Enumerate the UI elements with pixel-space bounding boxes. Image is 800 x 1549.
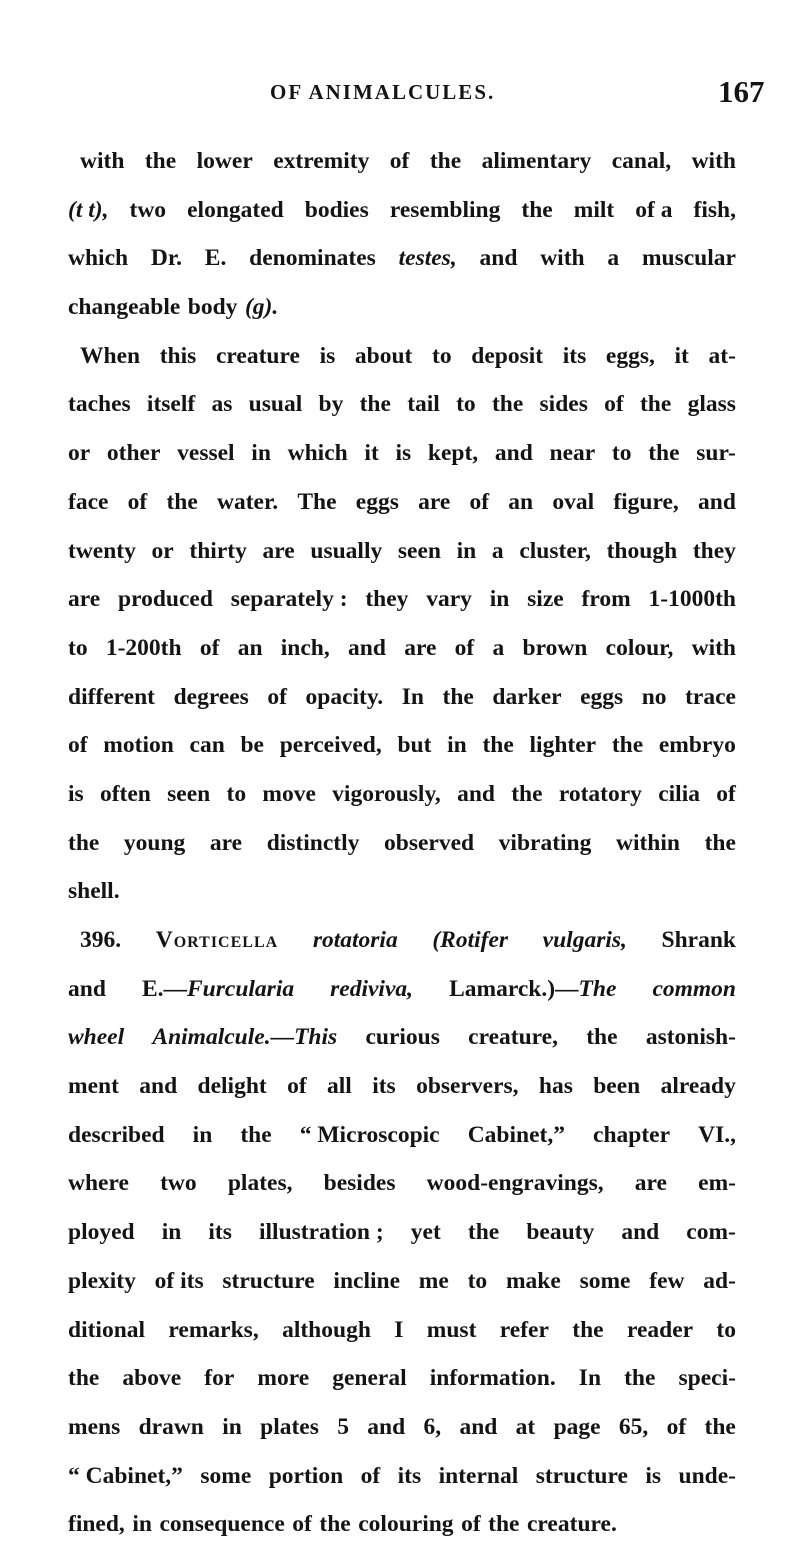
word: reader (626, 1316, 694, 1343)
word: an (237, 634, 263, 661)
word: and (139, 1073, 178, 1100)
word: the (359, 391, 391, 418)
word: observers, (416, 1073, 519, 1100)
word: general (332, 1365, 407, 1392)
word: though (606, 537, 678, 564)
word: structure (535, 1462, 628, 1489)
word: face (68, 488, 109, 515)
word: of (604, 391, 624, 418)
word: the (491, 391, 524, 418)
word: the (68, 829, 100, 856)
word: although (282, 1316, 371, 1343)
word: are (418, 488, 451, 515)
word: thirty (189, 537, 247, 564)
word: must (426, 1316, 477, 1343)
word: described (68, 1121, 165, 1148)
word: creature, (468, 1024, 558, 1051)
word: usually (310, 537, 383, 564)
word: In (401, 683, 424, 710)
word: and (479, 245, 518, 272)
word: of (199, 634, 220, 661)
word: bodies (304, 196, 369, 223)
word: cluster, (519, 537, 591, 564)
text-line (68, 380, 736, 429)
text-line (68, 624, 736, 673)
word: at- (708, 342, 736, 369)
word: be (240, 732, 264, 759)
text-line (68, 1354, 736, 1403)
text-line (68, 1208, 736, 1257)
word: wheel (68, 1024, 125, 1051)
word: by (318, 391, 344, 418)
word: they (692, 537, 736, 564)
word: the (521, 196, 553, 223)
word: I (394, 1316, 404, 1343)
word: twenty (68, 537, 136, 564)
word: oval (552, 488, 595, 515)
word: incline (333, 1267, 401, 1294)
text-line (68, 770, 736, 819)
word: are (634, 1170, 667, 1197)
word: curious (365, 1024, 440, 1051)
text-line (68, 1013, 736, 1062)
word: this (159, 342, 197, 369)
word: move (262, 780, 316, 807)
word: milt (573, 196, 615, 223)
word: “ Microscopic (299, 1121, 440, 1148)
word: of (454, 634, 475, 661)
word: plates, (227, 1170, 293, 1197)
word: is (68, 780, 84, 807)
word: me (418, 1267, 449, 1294)
word: and (494, 440, 533, 467)
word: yet (410, 1219, 441, 1246)
word: alimentary (481, 148, 592, 174)
word: the (624, 1365, 656, 1392)
word: cilia (658, 780, 700, 807)
word: which (287, 440, 348, 467)
word: as (211, 391, 233, 418)
word: of (716, 780, 736, 807)
word: eggs (355, 488, 399, 515)
word: its (397, 1462, 422, 1489)
word: of (469, 488, 490, 515)
text-line (68, 916, 736, 965)
text-line (68, 1500, 736, 1549)
word: to (716, 1316, 736, 1343)
word: remarks, (168, 1316, 259, 1343)
text-line (68, 283, 736, 332)
word: wood-engravings, (426, 1170, 604, 1197)
word: embryo (658, 732, 736, 759)
word: they (365, 586, 409, 613)
word: the (467, 1219, 500, 1246)
word: size (527, 586, 564, 613)
word: and (459, 1413, 498, 1440)
word: astonish- (645, 1024, 736, 1051)
word: no (641, 683, 667, 710)
word: illustration ; (259, 1219, 384, 1246)
word: or (151, 537, 174, 564)
word: 65, (618, 1413, 649, 1440)
word: common (652, 975, 736, 1002)
word: it (674, 342, 689, 369)
word: internal (438, 1462, 519, 1489)
word: the (704, 829, 736, 856)
word: rediviva, (330, 975, 414, 1002)
text-line (68, 867, 736, 916)
word: sides (539, 391, 588, 418)
word: of a (635, 196, 673, 223)
word: shell. (68, 878, 120, 905)
word: can (189, 732, 225, 759)
word: are (262, 537, 295, 564)
word: of (461, 1511, 481, 1538)
word: to (611, 440, 632, 467)
word: the (319, 1511, 351, 1538)
word: in (456, 537, 477, 564)
word: plexity (68, 1267, 136, 1294)
word: the (648, 440, 680, 467)
word: VI., (698, 1121, 736, 1148)
word: (Rotifer (432, 927, 509, 953)
word: colouring (358, 1511, 454, 1538)
word: but (397, 732, 432, 759)
word: darker (492, 683, 562, 710)
word: a (492, 634, 505, 661)
word: body (187, 294, 238, 321)
word: in (251, 440, 271, 467)
word: which (68, 245, 129, 272)
word: rotatory (558, 780, 642, 807)
word: produced (118, 586, 213, 613)
word: opacity. (305, 683, 384, 710)
word: of (287, 1073, 307, 1100)
word: for (204, 1365, 235, 1392)
word: with (80, 148, 125, 174)
word: itself (146, 391, 196, 418)
word: delight (197, 1073, 267, 1100)
word: When (80, 342, 141, 369)
text-line (68, 1306, 736, 1355)
word: rotatoria (312, 927, 398, 953)
word: its (372, 1073, 396, 1100)
page-number: 167 (718, 74, 765, 109)
word: in (222, 1413, 242, 1440)
word: the (166, 488, 198, 515)
word: the (639, 391, 672, 418)
word: Cabinet,” (467, 1121, 565, 1148)
text-line (68, 429, 736, 478)
word: (g). (244, 294, 279, 321)
word: tail (407, 391, 440, 418)
word: of its (154, 1267, 204, 1294)
word: drawn (138, 1413, 204, 1440)
word: ment (68, 1073, 119, 1100)
word: page (553, 1413, 601, 1440)
word: seen (397, 537, 441, 564)
word: kept, (427, 440, 479, 467)
word: information. (429, 1365, 556, 1392)
word: plates (260, 1413, 319, 1440)
word: unde- (678, 1462, 736, 1489)
text-line (68, 527, 736, 576)
word: lower (196, 148, 253, 174)
word: vulgaris, (542, 927, 627, 953)
word: a (607, 245, 620, 272)
word: observed (384, 829, 475, 856)
word: portion (268, 1462, 344, 1489)
word: fined, (68, 1511, 125, 1538)
word: trace (685, 683, 736, 710)
word: The (297, 488, 337, 515)
text-line (68, 1111, 736, 1160)
word: to (467, 1267, 488, 1294)
word: with (540, 245, 585, 272)
text-line (68, 186, 736, 235)
word: and (367, 1413, 406, 1440)
word: glass (687, 391, 736, 418)
word: is (645, 1462, 662, 1489)
word: other (106, 440, 161, 467)
word: canal, (611, 148, 672, 174)
word: E.—Furcularia (141, 975, 295, 1002)
word: a (491, 537, 504, 564)
word: two (160, 1170, 197, 1197)
word: creature (215, 342, 300, 369)
word: to (226, 780, 247, 807)
word: colour, (605, 634, 674, 661)
word: it (364, 440, 379, 467)
word: its (562, 342, 587, 369)
word: or (68, 440, 91, 467)
word: near (549, 440, 596, 467)
text-line (68, 575, 736, 624)
word: of (68, 732, 88, 759)
text-line (68, 1062, 736, 1111)
word: within (615, 829, 680, 856)
word: is (395, 440, 412, 467)
word: separately : (230, 586, 348, 613)
text-line (68, 332, 736, 381)
word: are (68, 586, 101, 613)
text-line (68, 1159, 736, 1208)
word: In (578, 1365, 602, 1392)
word: water. (217, 488, 279, 515)
word: is (319, 342, 336, 369)
word: Shrank (661, 927, 736, 953)
text-line (68, 137, 736, 186)
word: some (200, 1462, 252, 1489)
word: two (129, 196, 167, 223)
word: ployed (68, 1219, 135, 1246)
word: vessel (177, 440, 235, 467)
text-line (68, 478, 736, 527)
text-line (68, 234, 736, 283)
word: and (621, 1219, 660, 1246)
word: Lamarck.)—The (449, 975, 617, 1002)
word: fish, (693, 196, 736, 223)
word: vigorously, (332, 780, 441, 807)
word: structure (222, 1267, 315, 1294)
word: 1-200th (105, 634, 182, 661)
word: seen (167, 780, 211, 807)
word: 6, (423, 1413, 442, 1440)
word: em- (698, 1170, 736, 1197)
running-title: OF ANIMALCULES. (270, 80, 496, 104)
text-line (68, 673, 736, 722)
word: usual (248, 391, 303, 418)
word: figure, (613, 488, 679, 515)
word: are (404, 634, 437, 661)
word: consequence (159, 1511, 285, 1538)
word: to (432, 342, 452, 369)
word: changeable (68, 294, 181, 321)
word: brown (522, 634, 588, 661)
word: Animalcule.—This (152, 1024, 338, 1051)
word: of (666, 1413, 687, 1440)
word: the (586, 1024, 618, 1051)
word: (t t), (68, 196, 109, 223)
word: with (691, 148, 736, 174)
text-line (68, 721, 736, 770)
text-line (68, 965, 736, 1014)
word: the (144, 148, 177, 174)
word: some (579, 1267, 631, 1294)
word: distinctly (266, 829, 360, 856)
word: where (68, 1170, 129, 1197)
word: been (593, 1073, 641, 1100)
word: about (354, 342, 413, 369)
word: chapter (593, 1121, 671, 1148)
word: resembling (389, 196, 501, 223)
word: the (572, 1316, 604, 1343)
word: creature. (527, 1511, 617, 1538)
word: of (267, 683, 287, 710)
word: beauty (526, 1219, 595, 1246)
text-line (68, 1403, 736, 1452)
word: 396. (80, 927, 122, 953)
word: Vorticella (155, 927, 279, 953)
word: lighter (529, 732, 597, 759)
word: the (511, 780, 543, 807)
word: of (292, 1511, 312, 1538)
word: refer (499, 1316, 549, 1343)
word: above (122, 1365, 182, 1392)
word: are (209, 829, 243, 856)
word: and (68, 975, 106, 1002)
word: has (538, 1073, 573, 1100)
word: from (581, 586, 631, 613)
word: mens (68, 1413, 121, 1440)
word: E. (204, 245, 227, 272)
word: the (611, 732, 644, 759)
word: of (360, 1462, 381, 1489)
word: com- (686, 1219, 736, 1246)
word: all (327, 1073, 352, 1100)
word: the (704, 1413, 736, 1440)
word: Dr. (150, 245, 182, 272)
word: elongated (187, 196, 284, 223)
word: muscular (641, 245, 736, 272)
word: 5 (337, 1413, 349, 1440)
word: vibrating (498, 829, 592, 856)
word: to (68, 634, 88, 661)
word: speci- (678, 1365, 736, 1392)
word: “ Cabinet,” (68, 1462, 183, 1489)
word: an (508, 488, 534, 515)
word: the (482, 732, 514, 759)
word: already (660, 1073, 736, 1100)
word: and (457, 780, 495, 807)
text-line (68, 819, 736, 868)
word: its (208, 1219, 232, 1246)
word: inch, (280, 634, 330, 661)
word: make (505, 1267, 561, 1294)
word: degrees (173, 683, 249, 710)
word: in (132, 1511, 152, 1538)
word: young (123, 829, 186, 856)
word: taches (68, 391, 131, 418)
word: eggs, (605, 342, 655, 369)
word: perceived, (279, 732, 382, 759)
word: ad- (703, 1267, 736, 1294)
word: in (489, 586, 510, 613)
word: sur- (696, 440, 736, 467)
text-line (68, 1257, 736, 1306)
word: denominates (249, 245, 376, 272)
word: ditional (68, 1316, 146, 1343)
word: the (442, 683, 474, 710)
word: in (192, 1121, 213, 1148)
word: 1-1000th (648, 586, 736, 613)
word: more (257, 1365, 310, 1392)
word: besides (323, 1170, 396, 1197)
word: vary (426, 586, 472, 613)
word: at (515, 1413, 536, 1440)
word: the (429, 148, 462, 174)
word: the (68, 1365, 100, 1392)
word: with (691, 634, 736, 661)
word: often (99, 780, 151, 807)
word: motion (103, 732, 174, 759)
word: eggs (580, 683, 624, 710)
word: of (389, 148, 410, 174)
word: deposit (471, 342, 544, 369)
word: and (698, 488, 736, 515)
word: testes, (398, 245, 457, 272)
word: the (240, 1121, 272, 1148)
word: extremity (273, 148, 370, 174)
word: the (488, 1511, 520, 1538)
word: in (161, 1219, 182, 1246)
word: few (649, 1267, 685, 1294)
text-line (68, 1452, 736, 1501)
page-header (0, 74, 800, 114)
word: different (68, 683, 156, 710)
word: and (348, 634, 386, 661)
word: in (447, 732, 467, 759)
word: of (127, 488, 148, 515)
word: to (456, 391, 476, 418)
body-text (68, 137, 736, 1549)
